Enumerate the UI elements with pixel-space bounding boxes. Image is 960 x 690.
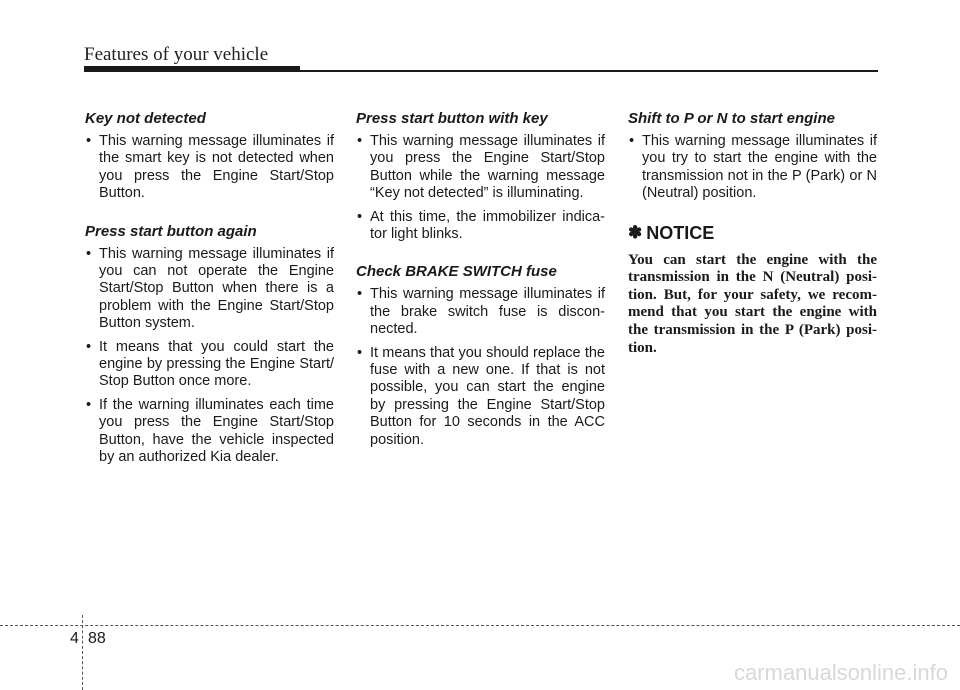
bullet-list (356, 286, 605, 449)
bullet-list (356, 133, 605, 243)
watermark: carmanualsonline.info (733, 660, 948, 685)
bullet-item: • At this time, the immobilizer indica-tor light blinks. (356, 209, 605, 244)
header-rule-thin (300, 70, 878, 72)
column-1 (85, 110, 334, 487)
bullet-item: • This warning message illuminates if the brake switch fuse is discon-nected. (356, 286, 605, 338)
section-heading: Check BRAKE SWITCH fuse (356, 263, 557, 281)
bullet-item: • This warning message illuminates if you press the Engine Start/Stop Button while the warning message “Key not detected” is illuminating. (356, 133, 605, 203)
section-heading: Shift to P or N to start engine (628, 110, 835, 127)
notice-heading (628, 223, 877, 244)
page-number: 88 (88, 630, 106, 647)
header-rule-thick (84, 66, 300, 72)
column-3 (628, 110, 877, 357)
bullet-list (628, 133, 877, 203)
notice-body: You can start the engine with the transmission in the N (Neutral) posi-tion. But, for your safety, we recom-mend that you start the engine with the transmission in the P (Park) posi-tion. (628, 251, 877, 356)
bullet-list (85, 246, 334, 467)
bullet-item: • It means that you should replace the fuse with a new one. If that is not possible, you can start the engine by pressing the Engine Start/Stop Button for 10 seconds in the ACC position. (356, 345, 605, 449)
notice-box (628, 223, 877, 358)
bullet-item: • It means that you could start the engine by pressing the Engine Start/ Stop Button once more. (85, 339, 334, 391)
bullet-item: • This warning message illuminates if you can not operate the Engine Start/Stop Button when there is a problem with the Engine Start/Stop Button system. (85, 246, 334, 333)
bullet-item: • If the warning illuminates each time you press the Engine Start/Stop Button, have the vehicle inspected by an authorized Kia dealer. (85, 397, 334, 467)
notice-asterisk-icon: ✽ (628, 223, 643, 243)
chapter-number: 4 (70, 630, 79, 647)
column-2 (356, 110, 605, 469)
bullet-item: • This warning message illuminates if the smart key is not detected when you press the Engine Start/Stop Button. (85, 133, 334, 203)
section-heading: Press start button with key (356, 110, 548, 127)
section-key-not-detected (85, 110, 334, 203)
section-shift-to-p-or-n (628, 110, 877, 203)
bullet-list (85, 133, 334, 203)
section-press-start-button-with-key (356, 110, 605, 243)
section-heading: Press start button again (85, 222, 257, 240)
footer-vertical-rule (82, 615, 83, 690)
bullet-item: • This warning message illuminates if you try to start the engine with the transmission not in the P (Park) or N (Neutral) position. (628, 133, 877, 203)
header-title: Features of your vehicle (84, 44, 269, 65)
notice-title: NOTICE (646, 222, 715, 243)
footer-rule (0, 625, 960, 626)
section-press-start-button-again (85, 223, 334, 467)
section-check-brake-switch-fuse (356, 263, 605, 449)
section-heading: Key not detected (85, 110, 206, 127)
